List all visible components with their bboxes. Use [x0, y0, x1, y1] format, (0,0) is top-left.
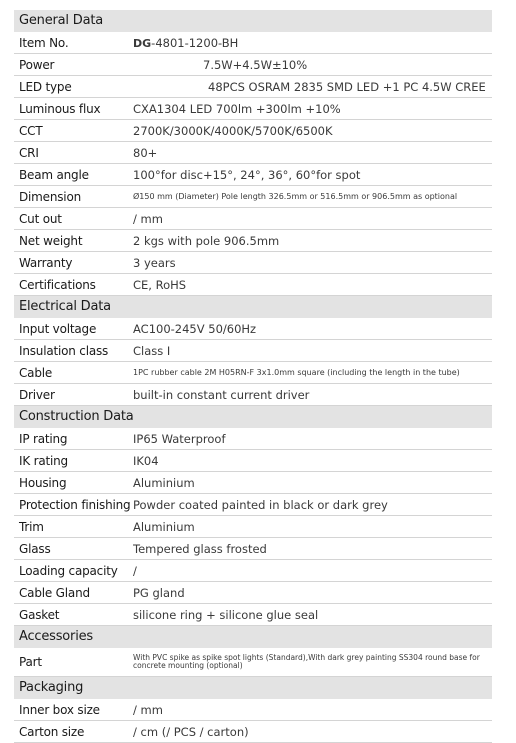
row-value: AC100-245V 50/60Hz [133, 321, 257, 336]
section-construction-data: Construction Data [14, 406, 492, 428]
row-cut-out [14, 208, 492, 230]
row-certifications [14, 274, 492, 296]
row-cri [14, 142, 492, 164]
row-value: Aluminium [133, 475, 195, 490]
row-cct [14, 120, 492, 142]
section-accessories: Accessories [14, 626, 492, 648]
row-value: Ø150 mm (Diameter) Pole length 326.5mm or 516.5mm or 906.5mm as optional [133, 192, 458, 201]
row-beam-angle [14, 164, 492, 186]
section-general-data: General Data [14, 10, 492, 32]
row-power [14, 54, 492, 76]
row-protection-finishing [14, 494, 492, 516]
row-ip-rating [14, 428, 492, 450]
item-number: -4801-1200-BH [151, 35, 239, 50]
row-label: Luminous flux [19, 101, 101, 116]
row-label: IP rating [19, 431, 68, 446]
row-value: 3 years [133, 255, 176, 270]
row-label: Warranty [19, 255, 73, 270]
row-value: 2700K/3000K/4000K/5700K/6500K [133, 123, 333, 138]
row-ik-rating [14, 450, 492, 472]
row-label: Item No. [19, 35, 69, 50]
row-value: 7.5W+4.5W±10% [203, 57, 308, 72]
row-value: Tempered glass frosted [133, 541, 267, 556]
row-value: Powder coated painted in black or dark grey [133, 497, 388, 512]
row-input-voltage [14, 318, 492, 340]
row-label: Insulation class [19, 343, 109, 358]
row-label: Gasket [19, 607, 60, 622]
row-trim [14, 516, 492, 538]
row-housing [14, 472, 492, 494]
row-label: Cut out [19, 211, 62, 226]
row-value [133, 36, 492, 50]
item-prefix: DG [133, 36, 152, 50]
row-label: Power [19, 57, 55, 72]
row-label: Driver [19, 387, 55, 402]
row-value: / cm (/ PCS / carton) [133, 724, 249, 739]
row-luminous-flux [14, 98, 492, 120]
row-value: CE, RoHS [133, 277, 187, 292]
row-label: Certifications [19, 277, 96, 292]
row-glass [14, 538, 492, 560]
row-value: 1PC rubber cable 2M H05RN-F 3x1.0mm square (including the length in the tube) [133, 368, 460, 377]
row-net-weight [14, 230, 492, 252]
row-dimension [14, 186, 492, 208]
row-insulation-class [14, 340, 492, 362]
row-label: Trim [19, 519, 44, 534]
row-value: / mm [133, 702, 163, 717]
row-label: IK rating [19, 453, 68, 468]
row-value: IP65 Waterproof [133, 431, 226, 446]
row-value: With PVC spike as spike spot lights (Standard),With dark grey painting SS304 round base for concrete mounting (optional) [133, 654, 480, 670]
spec-sheet [14, 10, 492, 743]
row-led-type [14, 76, 492, 98]
row-item-no [14, 32, 492, 54]
row-value: 2 kgs with pole 906.5mm [133, 233, 280, 248]
section-packaging: Packaging [14, 677, 492, 699]
row-label: LED type [19, 79, 72, 94]
row-label: Net weight [19, 233, 83, 248]
row-value: CXA1304 LED 700lm +300lm +10% [133, 101, 341, 116]
row-label: Protection finishing [19, 497, 131, 512]
row-value: 80+ [133, 145, 158, 160]
row-label: Carton size [19, 724, 85, 739]
row-gasket [14, 604, 492, 626]
row-cable [14, 362, 492, 384]
row-label: CCT [19, 123, 43, 138]
row-part [14, 648, 492, 677]
row-value: IK04 [133, 453, 159, 468]
row-value: / mm [133, 211, 163, 226]
row-value: PG gland [133, 585, 185, 600]
row-cable-gland [14, 582, 492, 604]
row-label: Cable Gland [19, 585, 90, 600]
row-label: Loading capacity [19, 563, 118, 578]
row-label: CRI [19, 145, 39, 160]
row-inner-box-size [14, 699, 492, 721]
row-value: 100°for disc+15°, 24°, 36°, 60°for spot [133, 167, 361, 182]
row-value: Aluminium [133, 519, 195, 534]
row-label: Housing [19, 475, 67, 490]
row-label: Dimension [19, 189, 81, 204]
row-label: Part [19, 655, 42, 669]
row-value: / [133, 563, 137, 578]
row-driver [14, 384, 492, 406]
row-label: Inner box size [19, 702, 100, 717]
section-electrical-data: Electrical Data [14, 296, 492, 318]
row-label: Input voltage [19, 321, 97, 336]
row-carton-size [14, 721, 492, 743]
row-label: Beam angle [19, 167, 89, 182]
row-value: silicone ring + silicone glue seal [133, 607, 319, 622]
row-value: Class I [133, 343, 171, 358]
row-value: 48PCS OSRAM 2835 SMD LED +1 PC 4.5W CREE [208, 79, 486, 94]
row-label: Glass [19, 541, 51, 556]
row-label: Cable [19, 365, 53, 380]
row-loading-capacity [14, 560, 492, 582]
row-warranty [14, 252, 492, 274]
row-value: built-in constant current driver [133, 387, 310, 402]
